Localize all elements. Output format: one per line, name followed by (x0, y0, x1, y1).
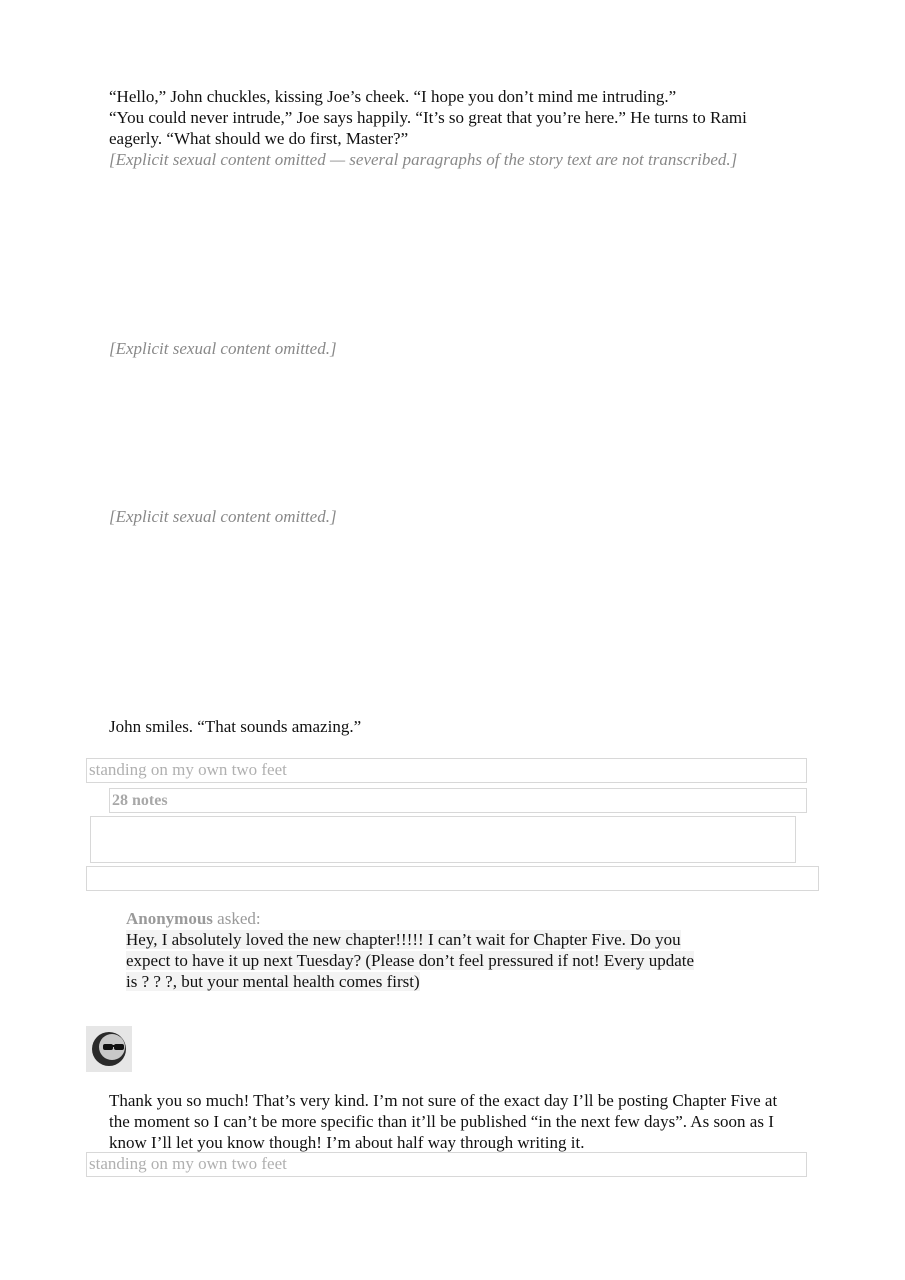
story-paragraph-omitted: [Explicit sexual content omitted — several paragraphs of the story text are not transcribed.] (109, 150, 738, 169)
blog-name-link[interactable]: standing on my own two feet (86, 1152, 807, 1177)
avatar[interactable] (86, 1026, 132, 1072)
blog-name-link[interactable]: standing on my own two feet (86, 758, 807, 783)
asker-name[interactable]: Anonymous (126, 909, 213, 928)
story-paragraph: “You could never intrude,” Joe says happily. “It’s so great that you’re here.” He turns to Rami eagerly. “What should we do first, Master?” (109, 108, 747, 148)
sunglasses-face-icon (90, 1030, 128, 1068)
empty-panel (90, 816, 796, 863)
story-paragraph: John smiles. “That sounds amazing.” (109, 717, 362, 736)
story-paragraph: “Hello,” John chuckles, kissing Joe’s cheek. “I hope you don’t mind me intruding.” (109, 87, 677, 106)
asker-line (126, 908, 696, 929)
story-paragraph-omitted: [Explicit sexual content omitted.] (109, 339, 337, 358)
answer-text: Thank you so much! That’s very kind. I’m not sure of the exact day I’ll be posting Chapter Five at the moment so I can’t be more specific than it’ll be published “in the next few days”. As soon as I know I’ll let you know though! I’m about half way through writing it. (109, 1091, 778, 1152)
ask-box (126, 908, 696, 992)
story-paragraph-omitted: [Explicit sexual content omitted.] (109, 507, 337, 526)
empty-panel (86, 866, 819, 891)
notes-count[interactable]: 28 notes (109, 788, 807, 813)
asked-label: asked: (217, 909, 261, 928)
ask-question: Hey, I absolutely loved the new chapter!!!!! I can’t wait for Chapter Five. Do you expect to have it up next Tuesday? (Please don’t feel pressured if not! Every update is ? ? ?, but your mental health comes first) (126, 930, 695, 991)
story-body (109, 86, 799, 737)
